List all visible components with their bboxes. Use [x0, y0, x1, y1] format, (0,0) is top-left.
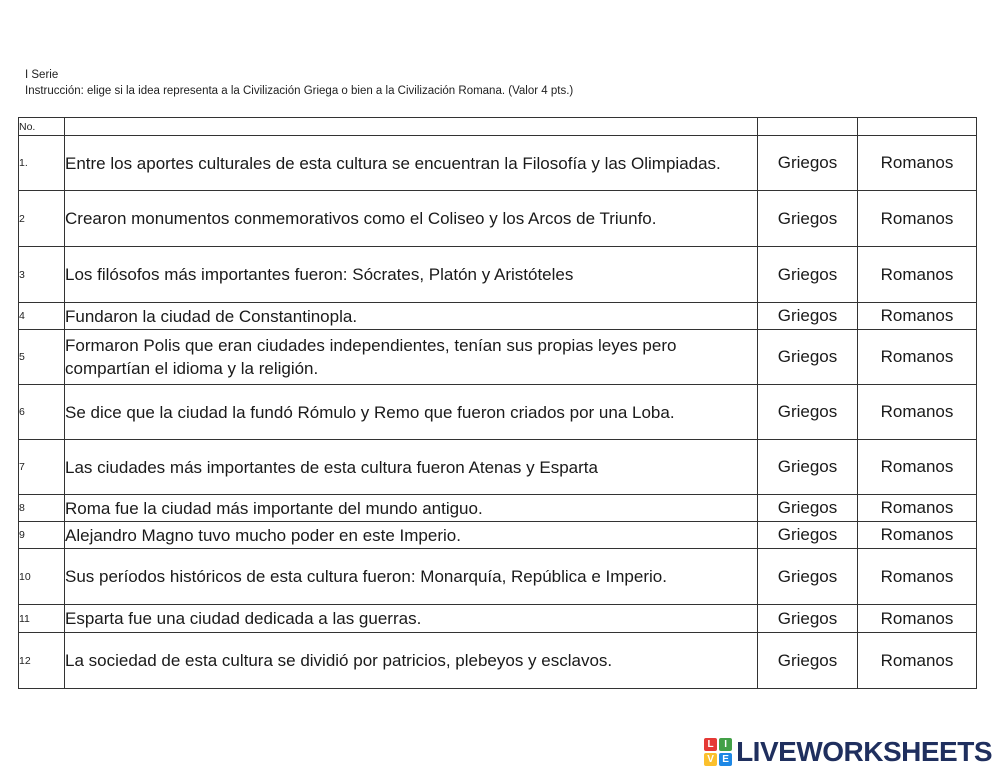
option-romanos[interactable]: Romanos	[858, 605, 977, 633]
logo-tile: I	[719, 738, 732, 751]
question-row	[19, 303, 977, 330]
logo-tile: L	[704, 738, 717, 751]
question-row	[19, 549, 977, 605]
option-griegos[interactable]: Griegos	[758, 495, 858, 522]
logo-icon	[704, 738, 732, 766]
logo-tile: E	[719, 753, 732, 766]
question-statement: Crearon monumentos conmemorativos como el Coliseo y los Arcos de Triunfo.	[65, 191, 758, 247]
question-statement: Formaron Polis que eran ciudades independientes, tenían sus propias leyes pero compartían el idioma y la religión.	[65, 330, 758, 385]
option-romanos[interactable]: Romanos	[858, 549, 977, 605]
question-statement: Alejandro Magno tuvo mucho poder en este Imperio.	[65, 522, 758, 549]
question-row	[19, 633, 977, 689]
question-number: 3	[19, 247, 65, 303]
question-number: 10	[19, 549, 65, 605]
question-number: 11	[19, 605, 65, 633]
question-row	[19, 247, 977, 303]
table-header-row	[19, 118, 977, 136]
question-number: 12	[19, 633, 65, 689]
option-romanos[interactable]: Romanos	[858, 633, 977, 689]
option-griegos[interactable]: Griegos	[758, 191, 858, 247]
option-griegos[interactable]: Griegos	[758, 247, 858, 303]
option-romanos[interactable]: Romanos	[858, 247, 977, 303]
column-header-option-b	[858, 118, 977, 136]
question-row	[19, 605, 977, 633]
option-romanos[interactable]: Romanos	[858, 191, 977, 247]
option-romanos[interactable]: Romanos	[858, 303, 977, 330]
option-romanos[interactable]: Romanos	[858, 136, 977, 191]
option-griegos[interactable]: Griegos	[758, 440, 858, 495]
question-number: 9	[19, 522, 65, 549]
series-title: I Serie	[25, 69, 59, 81]
question-number: 5	[19, 330, 65, 385]
worksheet-header	[25, 67, 573, 99]
option-griegos[interactable]: Griegos	[758, 330, 858, 385]
question-number: 6	[19, 385, 65, 440]
liveworksheets-logo	[704, 737, 992, 767]
logo-tile: V	[704, 753, 717, 766]
question-statement: Se dice que la ciudad la fundó Rómulo y Remo que fueron criados por una Loba.	[65, 385, 758, 440]
question-number: 7	[19, 440, 65, 495]
question-row	[19, 522, 977, 549]
question-statement: Entre los aportes culturales de esta cultura se encuentran la Filosofía y las Olimpiadas.	[65, 136, 758, 191]
question-statement: La sociedad de esta cultura se dividió por patricios, plebeyos y esclavos.	[65, 633, 758, 689]
instruction-text: Instrucción: elige si la idea representa a la Civilización Griega o bien a la Civilización Romana. (Valor 4 pts.)	[25, 85, 574, 97]
question-row	[19, 136, 977, 191]
question-statement: Roma fue la ciudad más importante del mundo antiguo.	[65, 495, 758, 522]
question-row	[19, 440, 977, 495]
column-header-statement	[65, 118, 758, 136]
option-romanos[interactable]: Romanos	[858, 495, 977, 522]
question-number: 8	[19, 495, 65, 522]
question-row	[19, 385, 977, 440]
question-row	[19, 191, 977, 247]
logo-text: LIVEWORKSHEETS	[736, 736, 992, 767]
question-row	[19, 330, 977, 385]
option-griegos[interactable]: Griegos	[758, 633, 858, 689]
question-row	[19, 495, 977, 522]
option-griegos[interactable]: Griegos	[758, 605, 858, 633]
option-griegos[interactable]: Griegos	[758, 522, 858, 549]
question-number: 4	[19, 303, 65, 330]
option-griegos[interactable]: Griegos	[758, 549, 858, 605]
question-statement: Esparta fue una ciudad dedicada a las guerras.	[65, 605, 758, 633]
question-statement: Los filósofos más importantes fueron: Sócrates, Platón y Aristóteles	[65, 247, 758, 303]
option-griegos[interactable]: Griegos	[758, 385, 858, 440]
option-romanos[interactable]: Romanos	[858, 330, 977, 385]
option-romanos[interactable]: Romanos	[858, 440, 977, 495]
question-number: 1.	[19, 136, 65, 191]
column-header-option-a	[758, 118, 858, 136]
question-number: 2	[19, 191, 65, 247]
question-statement: Las ciudades más importantes de esta cultura fueron Atenas y Esparta	[65, 440, 758, 495]
question-table	[18, 117, 977, 689]
question-statement: Sus períodos históricos de esta cultura fueron: Monarquía, República e Imperio.	[65, 549, 758, 605]
option-romanos[interactable]: Romanos	[858, 522, 977, 549]
column-header-no: No.	[19, 118, 65, 136]
option-griegos[interactable]: Griegos	[758, 303, 858, 330]
option-griegos[interactable]: Griegos	[758, 136, 858, 191]
question-statement: Fundaron la ciudad de Constantinopla.	[65, 303, 758, 330]
option-romanos[interactable]: Romanos	[858, 385, 977, 440]
